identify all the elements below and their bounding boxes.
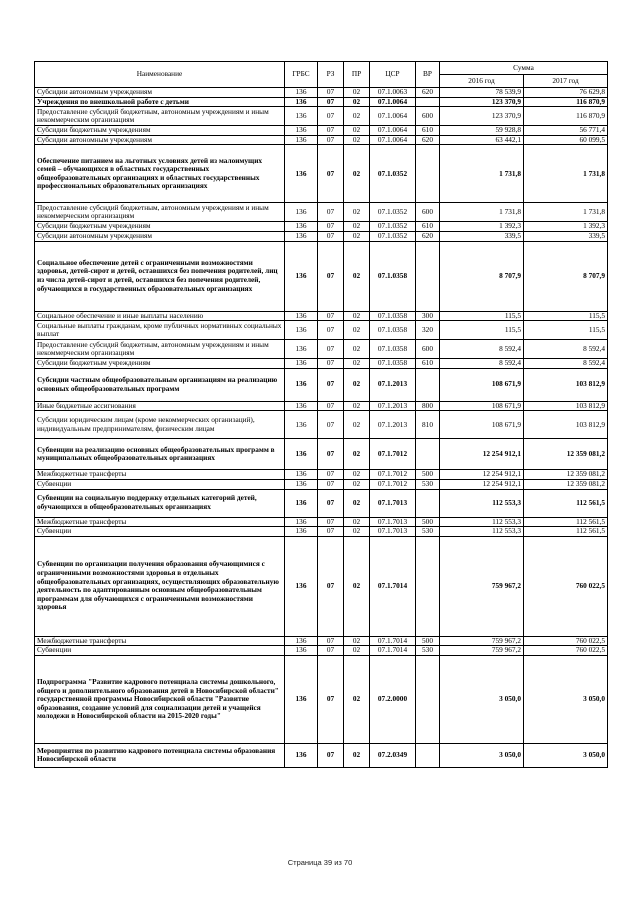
row-sum-2016: 8 592,4 [440,340,524,359]
row-rz: 07 [318,636,344,646]
row-vr: 530 [416,646,440,656]
table-row [35,743,608,767]
row-grbs: 136 [285,359,318,369]
row-sum-2017: 760 022,5 [524,536,608,636]
row-sum-2016: 1 731,8 [440,203,524,222]
row-rz: 07 [318,368,344,401]
row-vr: 500 [416,470,440,480]
row-vr: 810 [416,411,440,439]
row-rz: 07 [318,241,344,311]
row-sum-2016: 112 553,3 [440,517,524,527]
row-csr: 07.1.7012 [370,439,416,470]
row-sum-2016: 123 370,9 [440,97,524,107]
row-sum-2017: 116 870,9 [524,97,608,107]
row-name: Межбюджетные трансферты [35,636,285,646]
row-grbs: 136 [285,311,318,321]
row-sum-2017: 3 050,0 [524,743,608,767]
row-vr: 600 [416,107,440,126]
row-pr: 02 [344,655,370,743]
row-vr: 600 [416,203,440,222]
row-sum-2017: 760 022,5 [524,646,608,656]
row-csr: 07.1.0352 [370,203,416,222]
row-grbs: 136 [285,126,318,136]
row-csr: 07.1.7012 [370,479,416,489]
row-sum-2017: 12 359 081,2 [524,439,608,470]
row-grbs: 136 [285,536,318,636]
row-grbs: 136 [285,470,318,480]
row-sum-2016: 78 539,9 [440,88,524,98]
row-name: Субсидии юридическим лицам (кроме некоммерческих организаций), индивидуальным предпринимателям, физическим лицам [35,411,285,439]
row-name: Обеспечение питанием на льготных условиях детей из малоимущих семей – обучающихся в областных государственных общеобразовательных организациях и областных государственных профессиональных образовательных организациях [35,145,285,203]
row-pr: 02 [344,107,370,126]
row-grbs: 136 [285,655,318,743]
table-row [35,411,608,439]
table-row [35,536,608,636]
table-row [35,646,608,656]
row-name: Межбюджетные трансферты [35,470,285,480]
header-name: Наименование [35,62,285,88]
row-csr: 07.1.7013 [370,517,416,527]
row-rz: 07 [318,203,344,222]
row-pr: 02 [344,439,370,470]
row-sum-2016: 12 254 912,1 [440,479,524,489]
table-row [35,439,608,470]
table-row [35,359,608,369]
row-pr: 02 [344,517,370,527]
row-csr: 07.1.7014 [370,646,416,656]
row-grbs: 136 [285,107,318,126]
row-rz: 07 [318,231,344,241]
row-name: Учреждения по внешкольной работе с детьми [35,97,285,107]
row-sum-2016: 108 671,9 [440,401,524,411]
row-grbs: 136 [285,411,318,439]
row-pr: 02 [344,411,370,439]
row-sum-2017: 8 592,4 [524,340,608,359]
row-rz: 07 [318,743,344,767]
row-sum-2017: 76 629,8 [524,88,608,98]
row-csr: 07.1.0064 [370,107,416,126]
row-vr: 800 [416,401,440,411]
row-sum-2017: 3 050,0 [524,655,608,743]
row-vr [416,743,440,767]
table-row [35,97,608,107]
row-grbs: 136 [285,479,318,489]
row-pr: 02 [344,203,370,222]
row-name: Субвенции на социальную поддержку отдельных категорий детей, обучающихся в общеобразовательных организациях [35,489,285,517]
row-vr: 610 [416,359,440,369]
row-name: Подпрограмма "Развитие кадрового потенциала системы дошкольного, общего и дополнительного образования детей в Новосибирской области" государственной программы Новосибирской области "Развитие образования, создание условий для социализации детей и учащейся молодежи в Новосибирской области на 2015-2020 годы" [35,655,285,743]
header-sum: Сумма [440,62,608,75]
table-row [35,203,608,222]
row-sum-2016: 115,5 [440,321,524,340]
row-sum-2017: 60 099,5 [524,135,608,145]
row-sum-2016: 59 928,8 [440,126,524,136]
row-csr: 07.2.0349 [370,743,416,767]
table-row [35,126,608,136]
row-sum-2016: 759 967,2 [440,636,524,646]
header-vr: ВР [416,62,440,88]
row-pr: 02 [344,470,370,480]
row-name: Мероприятия по развитию кадрового потенциала системы образования Новосибирской области [35,743,285,767]
row-name: Социальное обеспечение детей с ограниченными возможностями здоровья, детей-сирот и детей, оставшихся без попечения родителей, лиц из числа детей-сирот и детей, оставшихся без попечения родителей, обучающихся в государственных образовательных организациях [35,241,285,311]
row-name: Субвенции по организации получения образования обучающимися с ограниченными возможностями здоровья в отдельных общеобразовательных организациях, осуществляющих образовательную деятельность по адаптированным основным общеобразовательным программам для обучающихся с ограниченными возможностями здоровья [35,536,285,636]
row-pr: 02 [344,145,370,203]
row-rz: 07 [318,489,344,517]
row-csr: 07.1.0358 [370,359,416,369]
row-sum-2016: 3 050,0 [440,743,524,767]
row-sum-2016: 12 254 912,1 [440,439,524,470]
row-name: Субсидии автономным учреждениям [35,88,285,98]
table-row [35,527,608,537]
row-name: Субсидии бюджетным учреждениям [35,126,285,136]
row-sum-2017: 12 359 081,2 [524,479,608,489]
table-row [35,107,608,126]
row-pr: 02 [344,368,370,401]
row-rz: 07 [318,411,344,439]
row-csr: 07.1.0064 [370,126,416,136]
row-vr: 530 [416,527,440,537]
row-grbs: 136 [285,145,318,203]
row-sum-2017: 339,5 [524,231,608,241]
row-csr: 07.1.7014 [370,636,416,646]
row-rz: 07 [318,439,344,470]
row-grbs: 136 [285,439,318,470]
row-grbs: 136 [285,241,318,311]
row-pr: 02 [344,536,370,636]
row-name: Социальное обеспечение и иные выплаты населению [35,311,285,321]
row-csr: 07.1.0064 [370,135,416,145]
row-pr: 02 [344,340,370,359]
row-pr: 02 [344,135,370,145]
row-rz: 07 [318,536,344,636]
row-grbs: 136 [285,97,318,107]
row-pr: 02 [344,636,370,646]
row-pr: 02 [344,241,370,311]
table-header [35,62,608,88]
row-pr: 02 [344,222,370,232]
row-sum-2017: 115,5 [524,311,608,321]
table-row [35,340,608,359]
row-rz: 07 [318,126,344,136]
row-sum-2016: 8 592,4 [440,359,524,369]
row-pr: 02 [344,311,370,321]
row-name: Предоставление субсидий бюджетным, автономным учреждениям и иным некоммерческим организациям [35,203,285,222]
row-name: Субсидии автономным учреждениям [35,231,285,241]
row-sum-2017: 103 812,9 [524,368,608,401]
table-row [35,655,608,743]
row-csr: 07.2.0000 [370,655,416,743]
row-vr: 610 [416,222,440,232]
row-csr: 07.1.7013 [370,489,416,517]
table-row [35,145,608,203]
row-sum-2016: 1 731,8 [440,145,524,203]
row-csr: 07.1.7012 [370,470,416,480]
table-row [35,401,608,411]
table-row [35,517,608,527]
row-sum-2016: 108 671,9 [440,411,524,439]
header-rz: РЗ [318,62,344,88]
row-sum-2016: 759 967,2 [440,646,524,656]
row-sum-2017: 760 022,5 [524,636,608,646]
row-pr: 02 [344,401,370,411]
row-vr [416,655,440,743]
row-csr: 07.1.0358 [370,340,416,359]
row-pr: 02 [344,646,370,656]
row-rz: 07 [318,135,344,145]
row-grbs: 136 [285,646,318,656]
row-sum-2017: 112 561,5 [524,527,608,537]
table-row [35,489,608,517]
table-row [35,321,608,340]
table-row [35,241,608,311]
row-name: Социальные выплаты гражданам, кроме публичных нормативных социальных выплат [35,321,285,340]
row-vr: 620 [416,135,440,145]
row-sum-2016: 1 392,3 [440,222,524,232]
row-grbs: 136 [285,88,318,98]
row-csr: 07.1.0352 [370,222,416,232]
row-rz: 07 [318,311,344,321]
row-rz: 07 [318,88,344,98]
header-pr: ПР [344,62,370,88]
row-vr: 320 [416,321,440,340]
row-rz: 07 [318,340,344,359]
row-pr: 02 [344,231,370,241]
budget-table [34,61,608,768]
row-name: Предоставление субсидий бюджетным, автономным учреждениям и иным некоммерческим организациям [35,340,285,359]
row-sum-2017: 1 731,8 [524,145,608,203]
row-grbs: 136 [285,401,318,411]
row-grbs: 136 [285,203,318,222]
row-vr [416,145,440,203]
row-csr: 07.1.0358 [370,241,416,311]
row-name: Субсидии автономным учреждениям [35,135,285,145]
row-sum-2017: 12 359 081,2 [524,470,608,480]
row-sum-2017: 103 812,9 [524,411,608,439]
row-vr [416,536,440,636]
row-sum-2016: 108 671,9 [440,368,524,401]
row-grbs: 136 [285,231,318,241]
row-pr: 02 [344,321,370,340]
row-rz: 07 [318,222,344,232]
row-sum-2017: 1 392,3 [524,222,608,232]
row-grbs: 136 [285,368,318,401]
row-grbs: 136 [285,135,318,145]
row-csr: 07.1.7013 [370,527,416,537]
row-name: Субвенции [35,479,285,489]
row-sum-2016: 63 442,1 [440,135,524,145]
row-name: Межбюджетные трансферты [35,517,285,527]
row-name: Субвенции [35,527,285,537]
row-sum-2017: 103 812,9 [524,401,608,411]
table-row [35,470,608,480]
row-vr [416,439,440,470]
row-rz: 07 [318,97,344,107]
row-grbs: 136 [285,527,318,537]
table-row [35,636,608,646]
row-rz: 07 [318,470,344,480]
row-rz: 07 [318,321,344,340]
row-rz: 07 [318,517,344,527]
row-sum-2016: 112 553,3 [440,527,524,537]
table-row [35,231,608,241]
row-pr: 02 [344,88,370,98]
row-name: Субсидии бюджетным учреждениям [35,359,285,369]
page-number: Страница 39 из 70 [287,858,353,867]
header-2016: 2016 год [440,75,524,88]
row-grbs: 136 [285,517,318,527]
row-pr: 02 [344,97,370,107]
row-sum-2016: 123 370,9 [440,107,524,126]
row-csr: 07.1.0358 [370,311,416,321]
row-csr: 07.1.2013 [370,411,416,439]
row-sum-2016: 3 050,0 [440,655,524,743]
row-csr: 07.1.7014 [370,536,416,636]
row-rz: 07 [318,359,344,369]
row-rz: 07 [318,527,344,537]
table-body [35,88,608,768]
row-rz: 07 [318,107,344,126]
row-grbs: 136 [285,489,318,517]
row-sum-2016: 8 707,9 [440,241,524,311]
row-sum-2016: 115,5 [440,311,524,321]
row-vr [416,241,440,311]
row-sum-2016: 759 967,2 [440,536,524,636]
row-rz: 07 [318,646,344,656]
row-name: Субсидии бюджетным учреждениям [35,222,285,232]
row-grbs: 136 [285,340,318,359]
table-row [35,135,608,145]
row-vr: 500 [416,636,440,646]
row-rz: 07 [318,655,344,743]
row-pr: 02 [344,479,370,489]
row-name: Субвенции на реализацию основных общеобразовательных программ в муниципальных общеобразовательных организациях [35,439,285,470]
row-grbs: 136 [285,636,318,646]
table-row [35,479,608,489]
row-csr: 07.1.0352 [370,231,416,241]
row-rz: 07 [318,145,344,203]
row-sum-2017: 1 731,8 [524,203,608,222]
row-sum-2017: 56 771,4 [524,126,608,136]
row-rz: 07 [318,479,344,489]
row-grbs: 136 [285,743,318,767]
row-name: Предоставление субсидий бюджетным, автономным учреждениям и иным некоммерческим организациям [35,107,285,126]
table-row [35,311,608,321]
header-2017: 2017 год [524,75,608,88]
row-csr: 07.1.2013 [370,401,416,411]
row-sum-2016: 12 254 912,1 [440,470,524,480]
header-csr: ЦСР [370,62,416,88]
row-sum-2017: 115,5 [524,321,608,340]
row-csr: 07.1.0063 [370,88,416,98]
row-csr: 07.1.0064 [370,97,416,107]
row-pr: 02 [344,743,370,767]
row-name: Иные бюджетные ассигнования [35,401,285,411]
row-grbs: 136 [285,321,318,340]
row-csr: 07.1.0352 [370,145,416,203]
row-sum-2017: 8 707,9 [524,241,608,311]
row-vr [416,489,440,517]
row-name: Субсидии частным общеобразовательным организациям на реализацию основных общеобразовательных программ [35,368,285,401]
row-vr: 530 [416,479,440,489]
row-sum-2016: 339,5 [440,231,524,241]
row-grbs: 136 [285,222,318,232]
row-pr: 02 [344,359,370,369]
table-row [35,368,608,401]
row-rz: 07 [318,401,344,411]
row-vr: 300 [416,311,440,321]
row-vr [416,368,440,401]
row-vr: 610 [416,126,440,136]
row-sum-2017: 8 592,4 [524,359,608,369]
row-sum-2017: 112 561,5 [524,489,608,517]
row-csr: 07.1.0358 [370,321,416,340]
row-pr: 02 [344,527,370,537]
row-vr: 620 [416,88,440,98]
table-row [35,88,608,98]
row-pr: 02 [344,126,370,136]
row-csr: 07.1.2013 [370,368,416,401]
row-vr: 600 [416,340,440,359]
row-sum-2017: 116 870,9 [524,107,608,126]
row-vr: 500 [416,517,440,527]
row-pr: 02 [344,489,370,517]
row-sum-2017: 112 561,5 [524,517,608,527]
row-name: Субвенции [35,646,285,656]
row-vr: 620 [416,231,440,241]
header-grbs: ГРБС [285,62,318,88]
row-vr [416,97,440,107]
row-sum-2016: 112 553,3 [440,489,524,517]
